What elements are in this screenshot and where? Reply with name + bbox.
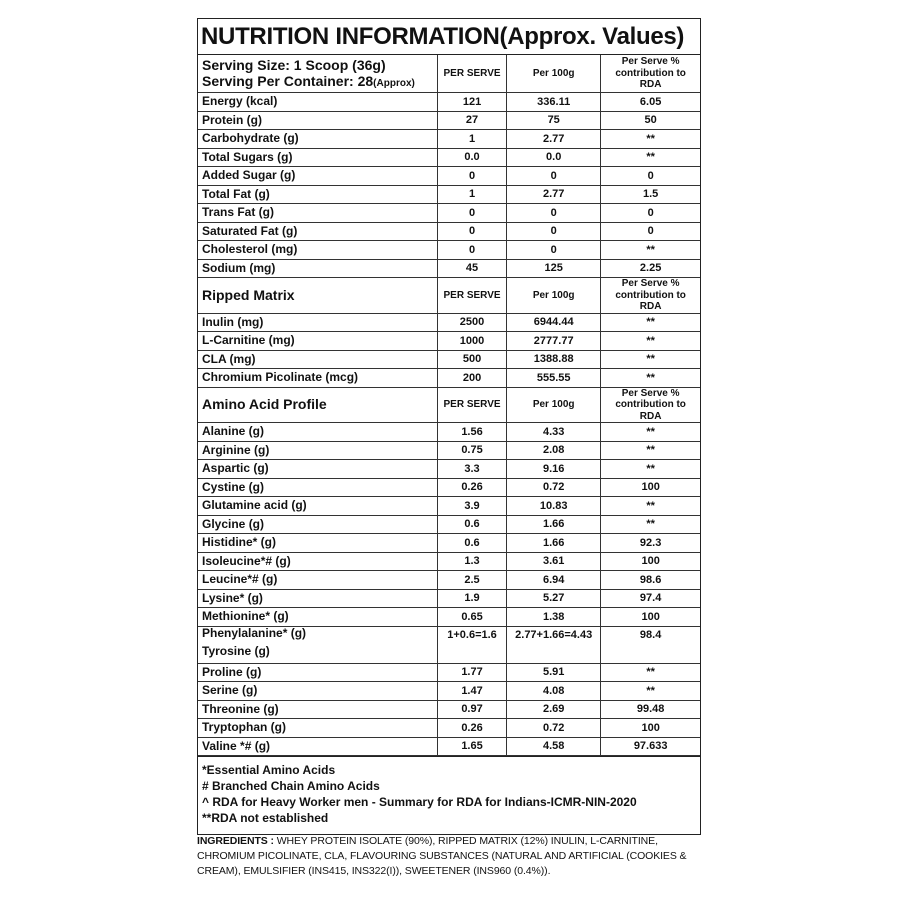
table-row xyxy=(198,350,700,369)
table-row xyxy=(198,185,700,204)
per-100g-value: 6.94 xyxy=(507,571,601,590)
per-100g-value: 1.66 xyxy=(507,534,601,553)
table-row xyxy=(198,608,700,627)
per-100g-value: 555.55 xyxy=(507,369,601,388)
footnotes xyxy=(198,756,700,834)
per-serve-value: 1 xyxy=(437,185,506,204)
per-serve-value: 1000 xyxy=(437,332,506,351)
table-row xyxy=(198,571,700,590)
per-serve-value: 0 xyxy=(437,222,506,241)
per-100g-value: 2.69 xyxy=(507,700,601,719)
rda-value: ** xyxy=(601,460,700,479)
nutrition-table-body xyxy=(198,55,700,756)
per-100g-value: 2.77+1.66=4.43 xyxy=(507,626,601,663)
rda-value: ** xyxy=(601,682,700,701)
header-rda: Per Serve % contribution to RDA xyxy=(601,55,700,93)
nutrient-name: Total Sugars (g) xyxy=(198,148,437,167)
per-100g-value: 4.33 xyxy=(507,423,601,442)
table-row xyxy=(198,552,700,571)
table-row xyxy=(198,93,700,112)
rda-value: ** xyxy=(601,497,700,516)
nutrient-name: Trans Fat (g) xyxy=(198,204,437,223)
nutrient-name-line1: Phenylalanine* (g) xyxy=(202,626,307,640)
per-100g-value: 4.08 xyxy=(507,682,601,701)
per-serve-value: 0.26 xyxy=(437,478,506,497)
rda-value: ** xyxy=(601,369,700,388)
label-title: NUTRITION INFORMATION(Approx. Values) xyxy=(198,19,700,55)
rda-value: ** xyxy=(601,515,700,534)
nutrient-name: Alanine (g) xyxy=(198,423,437,442)
servings-per-container xyxy=(202,73,433,90)
per-serve-value: 0.97 xyxy=(437,700,506,719)
nutrient-name-line2: Tyrosine (g) xyxy=(202,643,270,658)
per-serve-value: 1 xyxy=(437,130,506,149)
per-serve-value: 0.0 xyxy=(437,148,506,167)
nutrient-name: Methionine* (g) xyxy=(198,608,437,627)
per-serve-value: 121 xyxy=(437,93,506,112)
rda-value: 100 xyxy=(601,478,700,497)
table-row xyxy=(198,719,700,738)
table-row xyxy=(198,441,700,460)
nutrient-name: Lysine* (g) xyxy=(198,589,437,608)
rda-value: ** xyxy=(601,241,700,260)
nutrient-name: Cholesterol (mg) xyxy=(198,241,437,260)
header-per-100g: Per 100g xyxy=(507,387,601,423)
rda-value: ** xyxy=(601,350,700,369)
nutrient-name: Serine (g) xyxy=(198,682,437,701)
nutrient-name: Isoleucine*# (g) xyxy=(198,552,437,571)
table-row xyxy=(198,682,700,701)
rda-value: ** xyxy=(601,130,700,149)
servings-per-container-value: Serving Per Container: 28 xyxy=(202,73,374,90)
nutrient-name: Chromium Picolinate (mcg) xyxy=(198,369,437,388)
table-row xyxy=(198,700,700,719)
table-row xyxy=(198,167,700,186)
nutrient-name: Carbohydrate (g) xyxy=(198,130,437,149)
header-rda: Per Serve % contribution to RDA xyxy=(601,278,700,314)
per-serve-value: 45 xyxy=(437,259,506,278)
per-serve-value: 1.56 xyxy=(437,423,506,442)
per-serve-value: 1+0.6=1.6 xyxy=(437,626,506,663)
per-serve-value: 0.6 xyxy=(437,515,506,534)
per-serve-value: 0.75 xyxy=(437,441,506,460)
rda-value: ** xyxy=(601,148,700,167)
ripped-matrix-title: Ripped Matrix xyxy=(198,278,437,314)
table-row xyxy=(198,497,700,516)
nutrient-name: Sodium (mg) xyxy=(198,259,437,278)
rda-value: 98.6 xyxy=(601,571,700,590)
per-100g-value: 9.16 xyxy=(507,460,601,479)
nutrient-name: Valine *# (g) xyxy=(198,737,437,756)
per-100g-value: 3.61 xyxy=(507,552,601,571)
nutrient-name: Total Fat (g) xyxy=(198,185,437,204)
table-row xyxy=(198,313,700,332)
nutrient-name: Saturated Fat (g) xyxy=(198,222,437,241)
per-100g-value: 6944.44 xyxy=(507,313,601,332)
per-100g-value: 0 xyxy=(507,204,601,223)
table-row xyxy=(198,332,700,351)
rda-value: 1.5 xyxy=(601,185,700,204)
per-serve-value: 0 xyxy=(437,167,506,186)
per-serve-value: 0.6 xyxy=(437,534,506,553)
nutrient-name: CLA (mg) xyxy=(198,350,437,369)
table-row xyxy=(198,589,700,608)
per-100g-value: 0.72 xyxy=(507,478,601,497)
per-100g-value: 125 xyxy=(507,259,601,278)
header-per-serve: PER SERVE xyxy=(437,278,506,314)
per-serve-value: 0.65 xyxy=(437,608,506,627)
ripped-matrix-header-row xyxy=(198,278,700,314)
nutrient-name: Arginine (g) xyxy=(198,441,437,460)
per-serve-value: 200 xyxy=(437,369,506,388)
nutrient-name: L-Carnitine (mg) xyxy=(198,332,437,351)
ingredients-label: INGREDIENTS : xyxy=(197,835,274,847)
per-100g-value: 0.0 xyxy=(507,148,601,167)
rda-value: 98.4 xyxy=(601,626,700,663)
per-serve-value: 0.26 xyxy=(437,719,506,738)
per-100g-value: 2.77 xyxy=(507,130,601,149)
footnote-line: # Branched Chain Amino Acids xyxy=(202,779,380,793)
per-100g-value: 10.83 xyxy=(507,497,601,516)
per-serve-value: 0 xyxy=(437,241,506,260)
table-row xyxy=(198,130,700,149)
header-per-serve: PER SERVE xyxy=(437,55,506,93)
table-row xyxy=(198,515,700,534)
per-100g-value: 336.11 xyxy=(507,93,601,112)
nutrient-name xyxy=(198,626,437,663)
per-serve-value: 1.65 xyxy=(437,737,506,756)
rda-value: ** xyxy=(601,332,700,351)
nutrition-table xyxy=(198,55,700,756)
table-row xyxy=(198,259,700,278)
nutrient-name: Tryptophan (g) xyxy=(198,719,437,738)
nutrient-name: Histidine* (g) xyxy=(198,534,437,553)
rda-value: 6.05 xyxy=(601,93,700,112)
rda-value: 2.25 xyxy=(601,259,700,278)
nutrient-name: Inulin (mg) xyxy=(198,313,437,332)
table-row xyxy=(198,222,700,241)
table-row xyxy=(198,111,700,130)
footnote-line: *Essential Amino Acids xyxy=(202,763,336,777)
per-serve-value: 3.9 xyxy=(437,497,506,516)
per-serve-value: 1.9 xyxy=(437,589,506,608)
nutrition-label xyxy=(197,18,701,835)
table-row xyxy=(198,241,700,260)
table-row xyxy=(198,663,700,682)
table-row xyxy=(198,369,700,388)
servings-approx-note: (Approx) xyxy=(373,78,415,90)
rda-value: ** xyxy=(601,313,700,332)
header-per-100g: Per 100g xyxy=(507,55,601,93)
nutrient-name: Added Sugar (g) xyxy=(198,167,437,186)
per-100g-value: 5.91 xyxy=(507,663,601,682)
per-100g-value: 0 xyxy=(507,241,601,260)
nutrient-name: Glycine (g) xyxy=(198,515,437,534)
nutrient-name: Proline (g) xyxy=(198,663,437,682)
nutrient-name: Glutamine acid (g) xyxy=(198,497,437,516)
rda-value: 92.3 xyxy=(601,534,700,553)
amino-acid-header-row xyxy=(198,387,700,423)
per-100g-value: 5.27 xyxy=(507,589,601,608)
ingredients-text: WHEY PROTEIN ISOLATE (90%), RIPPED MATRIX (12%) INULIN, L-CARNITINE, CHROMIUM PICOLINATE, CLA, FLAVOURING SUBSTANCES (NATURAL AND ARTIFICIAL (COOKIES & CREAM), EMULSIFIER (INS415, INS322(I)), SWEETENER (INS960 (0.4%)). xyxy=(197,835,687,877)
per-100g-value: 1.38 xyxy=(507,608,601,627)
rda-value: 99.48 xyxy=(601,700,700,719)
table-row xyxy=(198,204,700,223)
rda-value: ** xyxy=(601,423,700,442)
per-100g-value: 4.58 xyxy=(507,737,601,756)
per-100g-value: 0.72 xyxy=(507,719,601,738)
per-serve-value: 1.3 xyxy=(437,552,506,571)
per-100g-value: 2777.77 xyxy=(507,332,601,351)
rda-value: ** xyxy=(601,663,700,682)
rda-value: 100 xyxy=(601,608,700,627)
per-serve-value: 2500 xyxy=(437,313,506,332)
ingredients xyxy=(197,834,717,879)
per-100g-value: 0 xyxy=(507,167,601,186)
amino-acid-title: Amino Acid Profile xyxy=(198,387,437,423)
serving-size: Serving Size: 1 Scoop (36g) xyxy=(202,57,386,74)
table-row xyxy=(198,460,700,479)
per-serve-value: 27 xyxy=(437,111,506,130)
per-100g-value: 2.77 xyxy=(507,185,601,204)
footnote-line: **RDA not established xyxy=(202,811,329,825)
rda-value: 0 xyxy=(601,222,700,241)
footnote-line: ^ RDA for Heavy Worker men - Summary for RDA for Indians-ICMR-NIN-2020 xyxy=(202,795,637,809)
per-serve-value: 500 xyxy=(437,350,506,369)
rda-value: 0 xyxy=(601,167,700,186)
per-serve-value: 0 xyxy=(437,204,506,223)
per-100g-value: 0 xyxy=(507,222,601,241)
nutrient-name: Protein (g) xyxy=(198,111,437,130)
serving-info xyxy=(198,55,437,93)
per-serve-value: 1.77 xyxy=(437,663,506,682)
table-row xyxy=(198,423,700,442)
header-rda: Per Serve % contribution to RDA xyxy=(601,387,700,423)
rda-value: 50 xyxy=(601,111,700,130)
rda-value: 100 xyxy=(601,552,700,571)
per-serve-value: 1.47 xyxy=(437,682,506,701)
per-100g-value: 2.08 xyxy=(507,441,601,460)
nutrient-name: Leucine*# (g) xyxy=(198,571,437,590)
per-100g-value: 1.66 xyxy=(507,515,601,534)
nutrient-name: Energy (kcal) xyxy=(198,93,437,112)
rda-value: 97.4 xyxy=(601,589,700,608)
nutrient-name: Cystine (g) xyxy=(198,478,437,497)
header-per-serve: PER SERVE xyxy=(437,387,506,423)
per-serve-value: 2.5 xyxy=(437,571,506,590)
header-per-100g: Per 100g xyxy=(507,278,601,314)
table-row xyxy=(198,737,700,756)
nutrient-name: Threonine (g) xyxy=(198,700,437,719)
per-100g-value: 75 xyxy=(507,111,601,130)
table-row xyxy=(198,478,700,497)
rda-value: 100 xyxy=(601,719,700,738)
serving-header-row xyxy=(198,55,700,93)
rda-value: 97.633 xyxy=(601,737,700,756)
nutrient-name: Aspartic (g) xyxy=(198,460,437,479)
rda-value: 0 xyxy=(601,204,700,223)
table-row xyxy=(198,534,700,553)
table-row xyxy=(198,148,700,167)
per-100g-value: 1388.88 xyxy=(507,350,601,369)
per-serve-value: 3.3 xyxy=(437,460,506,479)
rda-value: ** xyxy=(601,441,700,460)
table-row xyxy=(198,626,700,663)
